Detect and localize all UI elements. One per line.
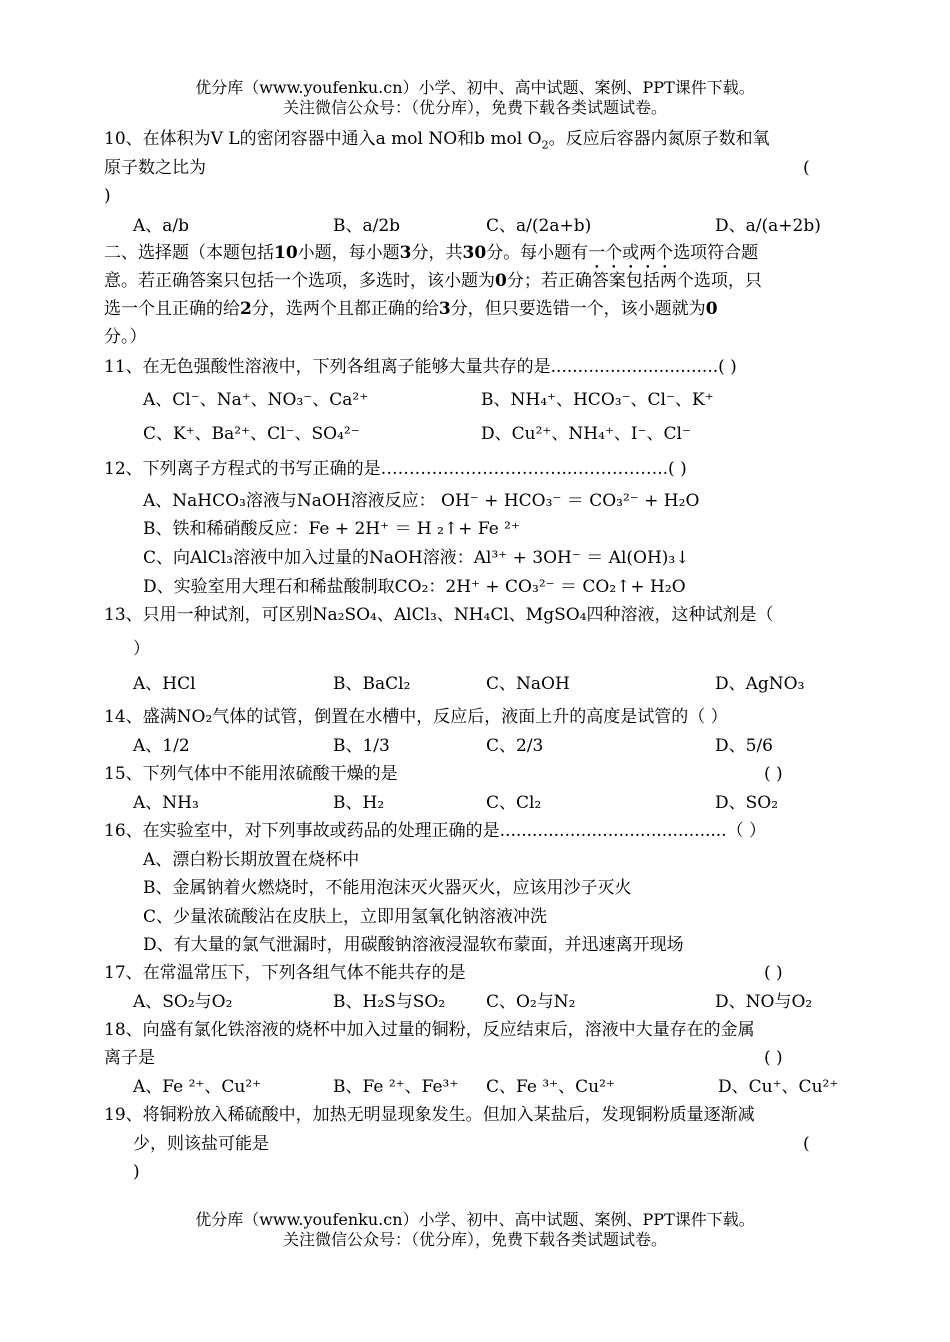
q18-line-1: 18、向盛有氯化铁溶液的烧杯中加入过量的铜粉，反应结束后，溶液中大量存在的金属 [104, 1020, 755, 1040]
q19-paren-open: ( [803, 1134, 810, 1154]
s2-t7: 分；若正确答案包括两个选项，只 [506, 271, 762, 291]
q18-option-b: B、Fe ²⁺、Fe³⁺ [333, 1077, 459, 1097]
q13-option-a: A、HCl [133, 674, 196, 694]
section2-line-1 [104, 242, 758, 273]
s2-t5: 选项符合题 [673, 243, 759, 263]
s2-n3: 3 [399, 243, 412, 263]
s2-emphasis: 一个或两个 [588, 243, 674, 263]
section2-line-4: 分。） [104, 327, 147, 347]
q10-sub: 2 [541, 138, 549, 152]
q14-option-a: A、1/2 [133, 736, 190, 756]
q12-option-d: D、实验室用大理石和稀盐酸制取CO₂：2H⁺ + CO₃²⁻ ＝ CO₂↑+ H₂O [143, 577, 686, 597]
s2-t8: 选一个且正确的给 [104, 299, 240, 319]
s2-n3b: 3 [438, 299, 451, 319]
q14-option-c: C、2/3 [486, 736, 544, 756]
q19-paren-close: ) [133, 1162, 140, 1182]
q15-option-c: C、Cl₂ [486, 793, 542, 813]
q10-option-c: C、a/(2a+b) [486, 216, 592, 236]
q18-option-a: A、Fe ²⁺、Cu²⁺ [133, 1077, 262, 1097]
q13-option-c: C、NaOH [486, 674, 570, 694]
footer-line-1: 优分库（www.youfenku.cn）小学、初中、高中试题、案例、PPT课件下载。 [195, 1210, 755, 1229]
q12-stem: 12、下列离子方程式的书写正确的是…………..………………..……………..( ) [104, 459, 687, 479]
s2-n30: 30 [462, 243, 487, 263]
q10-option-b: B、a/2b [333, 216, 401, 236]
q17-option-a: A、SO₂与O₂ [133, 992, 233, 1012]
q11-option-b: B、NH₄⁺、HCO₃⁻、Cl⁻、K⁺ [481, 390, 714, 410]
q15-option-a: A、NH₃ [133, 793, 199, 813]
footer-line-2: 关注微信公众号：（优分库），免费下载各类试题试卷。 [282, 1230, 667, 1249]
q15-option-b: B、H₂ [333, 793, 385, 813]
s2-n0: 0 [495, 271, 507, 291]
q13-option-d: D、AgNO₃ [715, 674, 805, 694]
q10-text-b: 。反应后容器内氮原子数和氧 [548, 129, 770, 149]
s2-t4: 分。每小题有 [486, 243, 589, 263]
q10-text-a: 10、在体积为V L的密闭容器中通入a mol NO和b mol O [104, 129, 542, 149]
q18-option-d: D、Cu⁺、Cu²⁺ [718, 1077, 839, 1097]
s2-t10: 分，但只要选错一个，该小题就为 [450, 299, 706, 319]
q10-line-2: 原子数之比为 [104, 158, 206, 178]
q16-option-c: C、少量浓硫酸沾在皮肤上，立即用氢氧化钠溶液冲洗 [143, 907, 548, 927]
q19-line-1: 19、将铜粉放入稀硫酸中，加热无明显现象发生。但加入某盐后，发现铜粉质量逐渐减 [104, 1105, 755, 1125]
q17-option-b: B、H₂S与SO₂ [333, 992, 446, 1012]
q15-option-d: D、SO₂ [715, 793, 779, 813]
q11-option-a: A、Cl⁻、Na⁺、NO₃⁻、Ca²⁺ [143, 390, 369, 410]
q10-paren-open: ( [803, 158, 810, 178]
s2-t9: 分，选两个且都正确的给 [251, 299, 439, 319]
q15-paren: ( ) [764, 764, 783, 784]
q12-option-a: A、NaHCO₃溶液与NaOH溶液反应： OH⁻ + HCO₃⁻ ＝ CO₃²⁻ + H₂O [143, 491, 700, 511]
q14-stem: 14、盛满NO₂气体的试管，倒置在水槽中，反应后，液面上升的高度是试管的（ ） [104, 707, 728, 727]
section2-line-2 [104, 270, 762, 292]
q14-option-b: B、1/3 [333, 736, 390, 756]
q10-option-d: D、a/(a+2b) [715, 216, 821, 236]
q13-option-b: B、BaCl₂ [333, 674, 411, 694]
q11-stem: 11、在无色强酸性溶液中，下列各组离子能够大量共存的是...............................( ) [104, 357, 737, 377]
q17-paren: ( ) [764, 963, 783, 983]
q17-option-d: D、NO与O₂ [715, 992, 813, 1012]
s2-t6: 意。若正确答案只包括一个选项，多选时，该小题为 [104, 271, 495, 291]
section2-line-3 [104, 298, 718, 320]
s2-t3: 分，共 [411, 243, 463, 263]
s2-t1: 二、选择题（本题包括 [104, 243, 274, 263]
q17-stem: 17、在常温常压下，下列各组气体不能共存的是 [104, 963, 466, 983]
s2-n0b: 0 [705, 299, 718, 319]
q19-line-2: 少，则该盐可能是 [133, 1134, 269, 1154]
q18-line-2: 离子是 [104, 1048, 155, 1068]
q12-option-b: B、铁和稀硝酸反应：Fe + 2H⁺ ＝ H ₂↑+ Fe ²⁺ [143, 519, 520, 539]
q18-option-c: C、Fe ³⁺、Cu²⁺ [486, 1077, 615, 1097]
q12-option-c: C、向AlCl₃溶液中加入过量的NaOH溶液：Al³⁺ + 3OH⁻ ＝ Al(OH)₃↓ [143, 548, 690, 568]
q13-paren-close: ） [133, 639, 150, 659]
s2-t2: 小题，每小题 [297, 243, 400, 263]
q11-option-d: D、Cu²⁺、NH₄⁺、I⁻、Cl⁻ [481, 424, 691, 444]
q16-option-b: B、金属钠着火燃烧时，不能用泡沫灭火器灭火，应该用沙子灭火 [143, 878, 632, 898]
q15-stem: 15、下列气体中不能用浓硫酸干燥的是 [104, 764, 398, 784]
q10-paren-close: ) [104, 186, 111, 206]
s2-n2: 2 [240, 299, 252, 319]
header-line-2: 关注微信公众号：（优分库），免费下载各类试题试卷。 [282, 98, 667, 117]
q13-stem: 13、只用一种试剂，可区别Na₂SO₄、AlCl₃、NH₄Cl、MgSO₄四种溶液，这种试剂是（ [104, 605, 774, 625]
q17-option-c: C、O₂与N₂ [486, 992, 576, 1012]
header-line-1: 优分库（www.youfenku.cn）小学、初中、高中试题、案例、PPT课件下载。 [195, 78, 755, 97]
q14-option-d: D、5/6 [715, 736, 773, 756]
q10-line-1 [104, 128, 770, 150]
q18-paren: ( ) [764, 1048, 783, 1068]
q16-option-d: D、有大量的氯气泄漏时，用碳酸钠溶液浸湿软布蒙面，并迅速离开现场 [143, 935, 684, 955]
q10-option-a: A、a/b [133, 216, 190, 236]
s2-n10: 10 [274, 243, 298, 263]
q16-option-a: A、漂白粉长期放置在烧杯中 [143, 850, 360, 870]
q16-stem: 16、在实验室中，对下列事故或药品的处理正确的是..........................................（ ） [104, 821, 766, 841]
q11-option-c: C、K⁺、Ba²⁺、Cl⁻、SO₄²⁻ [143, 424, 360, 444]
